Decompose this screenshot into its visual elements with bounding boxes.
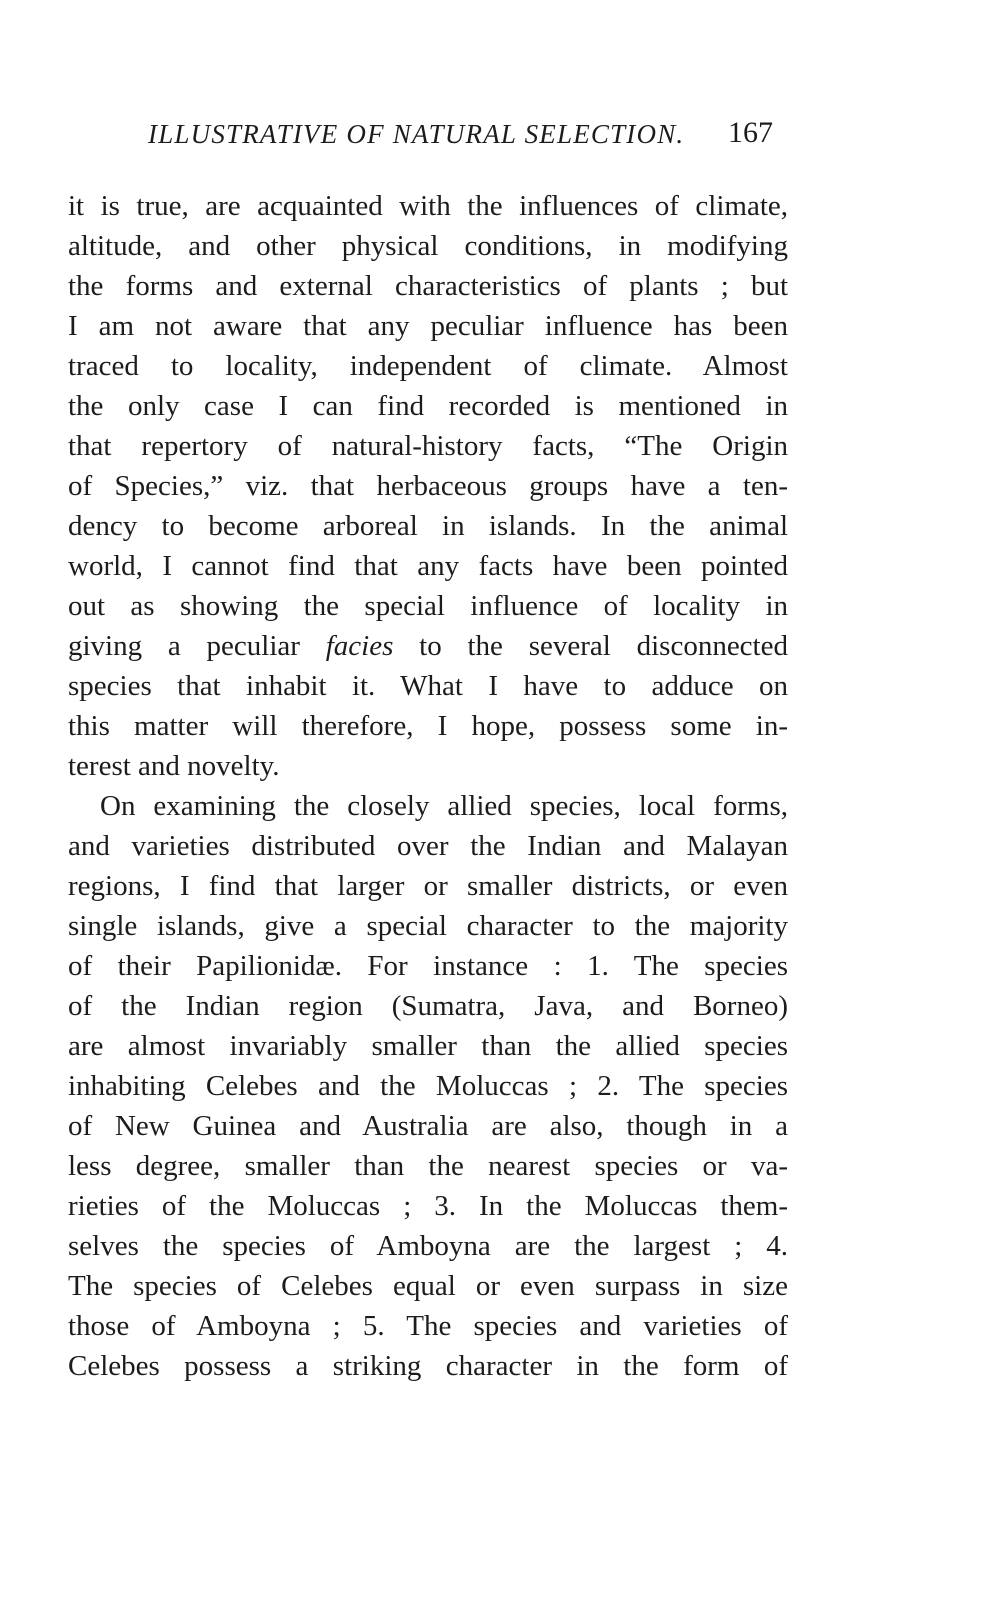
text-line: rieties of the Moluccas ; 3. In the Moluccas them- [68,1190,788,1222]
text-line: of New Guinea and Australia are also, though in a [68,1110,788,1142]
text-line: terest and novelty. [68,750,280,782]
text-line: single islands, give a special character to the majority [68,910,788,942]
text-line: it is true, are acquainted with the influences of climate, [68,190,788,222]
text-line: of their Papilionidæ. For instance : 1. The species [68,950,788,982]
text-line-with-italic [68,626,788,666]
text-line: traced to locality, independent of climate. Almost [68,350,788,382]
text-line: inhabiting Celebes and the Moluccas ; 2. The species [68,1070,788,1102]
text-line: the only case I can find recorded is mentioned in [68,390,788,422]
page-number: 167 [728,116,773,149]
text-line: are almost invariably smaller than the allied species [68,1030,788,1062]
text-line: out as showing the special influence of locality in [68,590,788,622]
text-line: dency to become arboreal in islands. In the animal [68,510,788,542]
text-line: selves the species of Amboyna are the largest ; 4. [68,1230,788,1262]
text-line: and varieties distributed over the Indian and Malayan [68,830,788,862]
text-segment: to the several disconnected [393,630,788,662]
body-text [68,186,788,1386]
text-line: those of Amboyna ; 5. The species and varieties of [68,1310,788,1342]
text-line: The species of Celebes equal or even surpass in size [68,1270,788,1302]
text-line: altitude, and other physical conditions, in modifying [68,230,788,262]
text-line: Celebes possess a striking character in the form of [68,1350,788,1382]
text-line: world, I cannot find that any facts have been pointed [68,550,788,582]
text-line: that repertory of natural-history facts, “The Origin [68,430,788,462]
running-title: ILLUSTRATIVE OF NATURAL SELECTION. [148,119,685,149]
italic-term: facies [325,630,394,662]
text-line: of Species,” viz. that herbaceous groups have a ten- [68,470,788,502]
text-line: species that inhabit it. What I have to adduce on [68,670,788,702]
text-line: this matter will therefore, I hope, possess some in- [68,710,788,742]
text-line: the forms and external characteristics of plants ; but [68,270,788,302]
text-line: of the Indian region (Sumatra, Java, and Borneo) [68,990,788,1022]
text-line: regions, I find that larger or smaller districts, or even [68,870,788,902]
text-line: I am not aware that any peculiar influence has been [68,310,788,342]
text-line: less degree, smaller than the nearest species or va- [68,1150,788,1182]
text-segment: giving a peculiar [68,630,326,662]
text-line: On examining the closely allied species, local forms, [100,790,788,822]
